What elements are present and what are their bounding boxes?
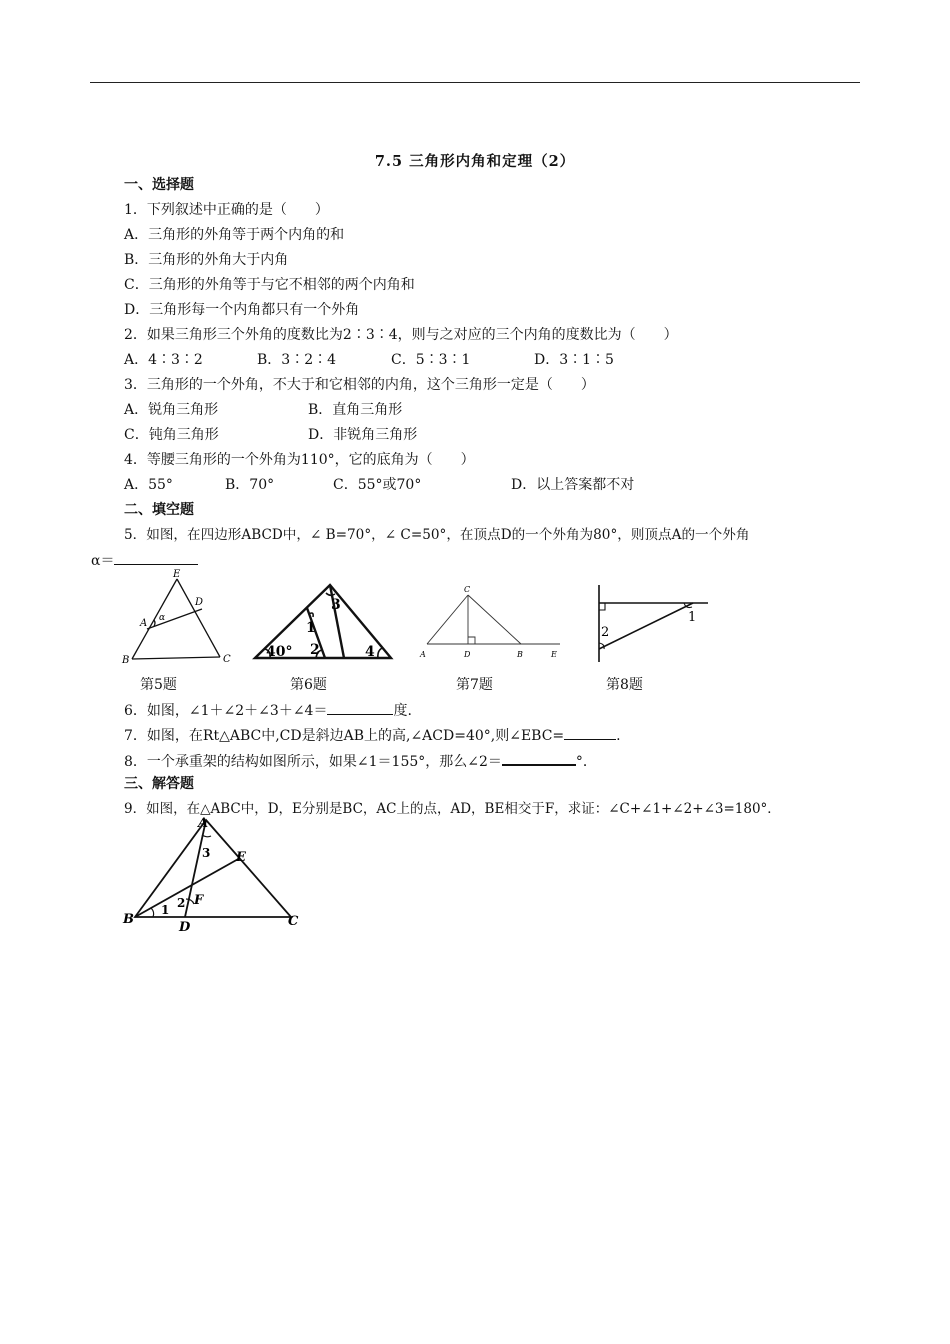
q7-end: . — [616, 728, 621, 744]
fig8-label-1: 1 — [688, 610, 697, 625]
q6-answer-blank[interactable] — [327, 700, 393, 715]
fig7-side-cb — [468, 595, 521, 644]
q3-option-b: B．直角三角形 — [308, 402, 403, 418]
section-answer: 三、解答题 — [124, 776, 194, 792]
fig9-label-b: B — [123, 912, 134, 927]
header-rule — [90, 82, 860, 83]
fig6-label-4: 4 — [365, 644, 375, 660]
figure-6 — [250, 580, 396, 664]
fig9-triangle-abc — [135, 820, 291, 917]
caption-fig6: 第6题 — [290, 677, 327, 693]
q8-line — [124, 750, 597, 771]
fig9-label-a: A — [198, 816, 209, 831]
figure-8 — [590, 582, 715, 666]
figure-7 — [415, 582, 565, 662]
fig9-label-3: 3 — [202, 846, 211, 860]
fig7-label-d: D — [464, 650, 471, 659]
fig5-side-ec — [177, 579, 220, 657]
fig5-label-b: B — [122, 655, 130, 666]
fig5-alpha-arc — [154, 620, 155, 626]
fig9-arc-3 — [202, 835, 211, 837]
q4-option-c: C．55°或70° — [333, 477, 422, 493]
fig6-label-40deg: 40° — [266, 644, 293, 660]
section-fill: 二、填空题 — [124, 502, 194, 518]
section-choice: 一、选择题 — [124, 177, 194, 193]
q7-line — [124, 725, 621, 745]
q2-option-b: B．3∶2∶4 — [257, 352, 337, 368]
q2-option-d: D．3∶1∶5 — [534, 352, 614, 368]
figure-9 — [118, 813, 310, 933]
fig9-label-1: 1 — [161, 903, 170, 917]
q6-stem: 6．如图，∠1＋∠2＋∠3＋∠4＝ — [124, 703, 328, 719]
fig7-label-b: B — [517, 650, 523, 659]
fig9-label-c: C — [288, 914, 299, 929]
fig5-label-c: C — [223, 654, 231, 665]
fig6-label-1: 1 — [306, 620, 316, 636]
fig9-label-f: F — [194, 893, 204, 908]
q7-stem: 7．如图，在Rt△ABC中,CD是斜边AB上的高,∠ACD=40°,则∠EBC= — [124, 728, 565, 744]
fig5-label-alpha: α — [159, 613, 166, 623]
q5-answer-blank[interactable] — [114, 550, 198, 565]
fig9-label-d: D — [179, 920, 191, 933]
fig7-right-angle-mark — [468, 637, 475, 644]
q8-stem: 8．一个承重架的结构如图所示，如果∠1＝155°，那么∠2＝ — [124, 754, 502, 770]
fig7-side-ac — [427, 595, 468, 644]
fig7-label-e: E — [551, 650, 557, 659]
q4-option-d: D．以上答案都不对 — [511, 477, 635, 493]
caption-fig5: 第5题 — [140, 677, 177, 693]
fig6-arc-4 — [378, 648, 382, 658]
figure-5 — [110, 565, 250, 669]
q3-option-d: D．非锐角三角形 — [308, 427, 418, 443]
q3-stem: 3．三角形的一个外角，不大于和它相邻的内角，这个三角形一定是（ ） — [124, 377, 595, 393]
q6-unit: 度. — [393, 703, 412, 719]
fig5-segment-ad — [147, 609, 202, 629]
q2-option-c: C．5∶3∶1 — [391, 352, 471, 368]
q1-option-b: B．三角形的外角大于内角 — [124, 252, 289, 268]
fig8-label-2: 2 — [601, 625, 610, 640]
fig9-arc-1 — [151, 908, 154, 917]
page-title: 7.5 三角形内角和定理（2） — [374, 153, 576, 170]
fig9-label-2: 2 — [177, 896, 186, 910]
q4-option-a: A．55° — [124, 477, 173, 493]
fig5-label-a: A — [140, 618, 148, 629]
caption-fig7: 第7题 — [456, 677, 493, 693]
q7-answer-blank[interactable] — [564, 725, 616, 740]
q3-option-a: A．锐角三角形 — [124, 402, 219, 418]
fig7-label-c: C — [464, 585, 471, 594]
fig5-label-e: E — [173, 569, 181, 580]
fig6-label-3: 3 — [331, 597, 341, 613]
fig7-label-a: A — [420, 650, 426, 659]
fig5-label-d: D — [195, 597, 204, 608]
q5-stem: 5．如图，在四边形ABCD中，∠ B=70°，∠ C=50°，在顶点D的一个外角为80°，则顶点A的一个外角 — [124, 527, 750, 543]
q5-alpha-label: α＝ — [91, 553, 115, 569]
q8-unit: °． — [575, 754, 597, 770]
q4-option-b: B．70° — [225, 477, 275, 493]
q9-stem: 9．如图，在△ABC中，D，E分别是BC，AC上的点，AD，BE相交于F，求证：∠C+∠1+∠2+∠3=180°． — [124, 801, 781, 817]
q2-stem: 2．如果三角形三个外角的度数比为2∶3∶4，则与之对应的三个内角的度数比为（ ） — [124, 327, 678, 343]
fig5-side-bc — [132, 657, 220, 659]
caption-fig8: 第8题 — [606, 677, 643, 693]
q1-stem: 1．下列叙述中正确的是（ ） — [124, 202, 329, 218]
q6-line — [124, 700, 412, 720]
q1-option-a: A．三角形的外角等于两个内角的和 — [124, 227, 345, 243]
q1-option-d: D．三角形每一个内角都只有一个外角 — [124, 302, 360, 318]
fig5-side-be — [132, 579, 177, 659]
q1-option-c: C．三角形的外角等于与它不相邻的两个内角和 — [124, 277, 415, 293]
fig9-label-e: E — [236, 850, 246, 865]
fig6-label-2: 2 — [310, 642, 320, 658]
q4-stem: 4．等腰三角形的一个外角为110°，它的底角为（ ） — [124, 452, 475, 468]
fig8-right-angle-mark — [599, 603, 605, 610]
q3-option-c: C．钝角三角形 — [124, 427, 219, 443]
fig8-diagonal-brace — [599, 603, 693, 649]
q8-answer-blank[interactable] — [502, 750, 576, 766]
q2-option-a: A．4∶3∶2 — [124, 352, 203, 368]
